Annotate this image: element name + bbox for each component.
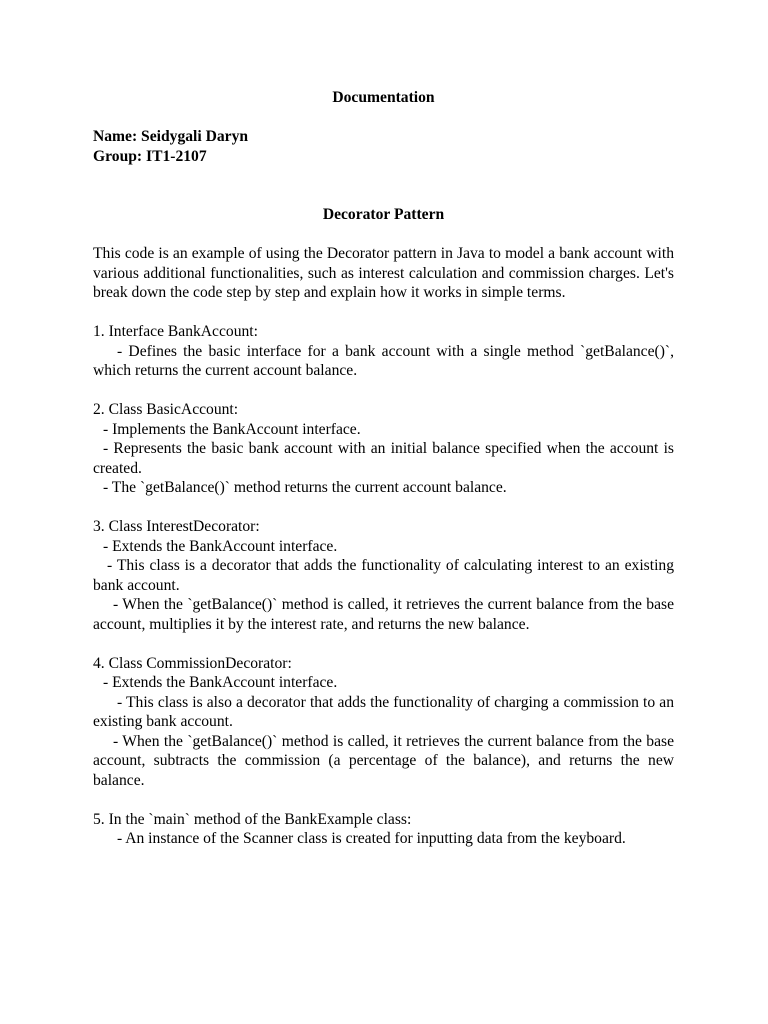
item-point: - Extends the BankAccount interface. bbox=[103, 674, 338, 691]
item-heading: 2. Class BasicAccount: bbox=[93, 401, 239, 418]
item-point: - Represents the basic bank account with an initial balance specified when the account is created. bbox=[93, 440, 674, 477]
item-point: - This class is also a decorator that adds the functionality of charging a commission to an existing bank account. bbox=[93, 693, 674, 730]
item-heading: 1. Interface BankAccount: bbox=[93, 323, 258, 340]
item-heading: 4. Class CommissionDecorator: bbox=[93, 654, 292, 672]
item-point: - Defines the basic interface for a bank account with a single method `getBalance()`, which returns the current account balance. bbox=[93, 342, 674, 379]
section-title: Decorator Pattern bbox=[322, 206, 445, 223]
document-title: Documentation bbox=[332, 89, 435, 106]
list-item-5 bbox=[93, 810, 674, 849]
item-point: - When the `getBalance()` method is called, it retrieves the current balance from the base account, subtracts the commission (a percentage of the balance), and returns the new balance. bbox=[93, 732, 674, 789]
intro-paragraph: This code is an example of using the Decorator pattern in Java to model a bank account with various additional functionalities, such as interest calculation and commission charges. Let's break down the code step by step and explain how it works in simple terms. bbox=[93, 245, 674, 301]
author-name: Name: Seidygali Daryn bbox=[93, 128, 249, 145]
item-heading: 5. In the `main` method of the BankExample class: bbox=[93, 810, 412, 828]
item-point: - When the `getBalance()` method is called, it retrieves the current balance from the base account, multiplies it by the interest rate, and returns the new balance. bbox=[93, 596, 674, 633]
item-point: - Implements the BankAccount interface. bbox=[103, 420, 361, 438]
item-point: - This class is a decorator that adds the functionality of calculating interest to an existing bank account. bbox=[93, 557, 674, 594]
list-item-4 bbox=[93, 654, 674, 791]
author-block bbox=[93, 127, 674, 166]
list-item-1 bbox=[93, 322, 674, 381]
document-body bbox=[93, 88, 674, 849]
item-point: - The `getBalance()` method returns the current account balance. bbox=[103, 479, 507, 496]
list-item-3 bbox=[93, 517, 674, 634]
item-point: - An instance of the Scanner class is created for inputting data from the keyboard. bbox=[117, 830, 626, 847]
author-group: Group: IT1-2107 bbox=[93, 147, 207, 165]
list-item-2 bbox=[93, 400, 674, 498]
item-heading: 3. Class InterestDecorator: bbox=[93, 518, 260, 535]
item-point: - Extends the BankAccount interface. bbox=[103, 537, 338, 555]
